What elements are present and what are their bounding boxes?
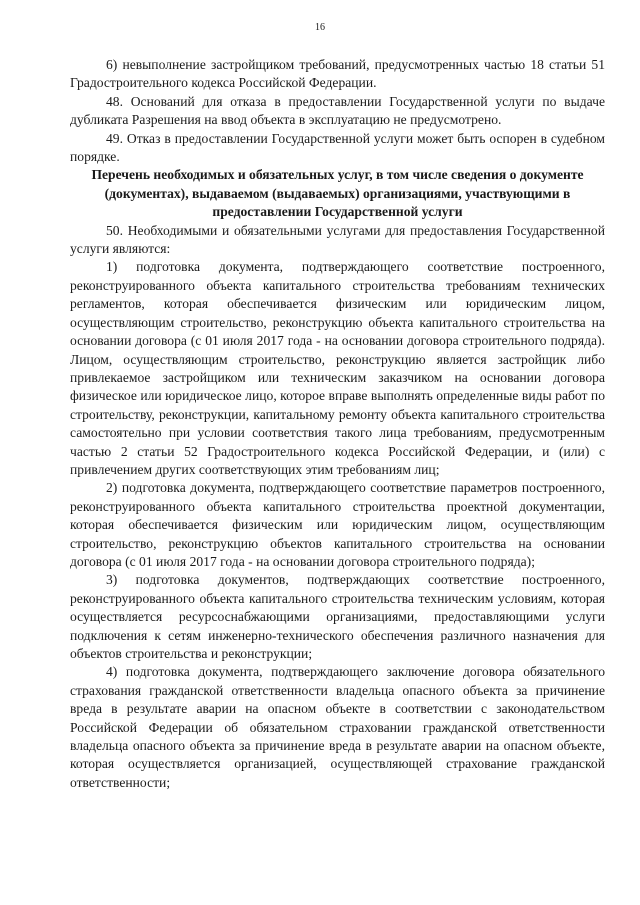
paragraph-49: 49. Отказ в предоставлении Государственной услуги может быть оспорен в судебном порядке. (70, 130, 605, 165)
paragraph-48: 48. Оснований для отказа в предоставлении Государственной услуги по выдаче дубликата Разрешения на ввод объекта в эксплуатацию не предусмотрено. (70, 93, 605, 128)
paragraph-item-4: 4) подготовка документа, подтверждающего заключение договора обязательного страхования гражданской ответственности владельца опасного объекта за причинение вреда в результате аварии на опасном объекте в соответствии с законодательством Российской Федерации об обязательном страховании гражданской ответственности владельца опасного объекта за причинение вреда в результате аварии на опасном объекте, которая осуществляется организацией, осуществляющей страхование гражданской ответственности; (70, 664, 605, 790)
paragraph-item-3: 3) подготовка документов, подтверждающих соответствие построенного, реконструированного объекта капитального строительства техническим условиям, которая осуществляется ресурсоснабжающими организациями, предоставляющими услуги подключения к сетям инженерно-технического обеспечения различного назначения для объектов строительства и реконструкции; (70, 572, 605, 661)
paragraph-item-1: 1) подготовка документа, подтверждающего соответствие построенного, реконструированного объекта капитального строительства требованиям технических регламентов, которая обеспечивается физическим или юридическим лицом, осуществляющим строительство, реконструкцию объекта капитального строительства на основании договора (с 01 июля 2017 года - на основании договора строительного подряда). Лицом, осуществляющим строительство, реконструкцию является застройщик либо привлекаемое застройщиком или техническим заказчиком на основании договора физическое или юридическое лицо, которое вправе выполнять определенные виды работ по строительству, реконструкции, капитальному ремонту объекта капитального строительства самостоятельно при условии соответствия такого лица требованиям, предусмотренным частью 2 статьи 52 Градостроительного кодекса Российской Федерации, и (или) с привлечением других соответствующих этим требованиям лиц; (70, 259, 605, 477)
paragraph-item-6: 6) невыполнение застройщиком требований, предусмотренных частью 18 статьи 51 Градостроительного кодекса Российской Федерации. (70, 57, 605, 91)
paragraph-item-2: 2) подготовка документа, подтверждающего соответствие параметров построенного, реконструированного объекта капитального строительства проектной документации, которая обеспечивается физическим или юридическим лицом, осуществляющим строительство, реконструкцию объектов капитального строительства на основании договора (с 01 июля 2017 года - на основании договора строительного подряда); (70, 480, 605, 569)
paragraph-50: 50. Необходимыми и обязательными услугами для предоставления Государственной услуги являются: (70, 222, 605, 257)
page-number: 16 (315, 22, 325, 33)
section-heading: Перечень необходимых и обязательных услуг, в том числе сведения о документе (документах), выдаваемом (выдаваемых) организациями, участвующими в предоставлении Государственной услуги (91, 167, 584, 220)
document-body (70, 56, 605, 792)
